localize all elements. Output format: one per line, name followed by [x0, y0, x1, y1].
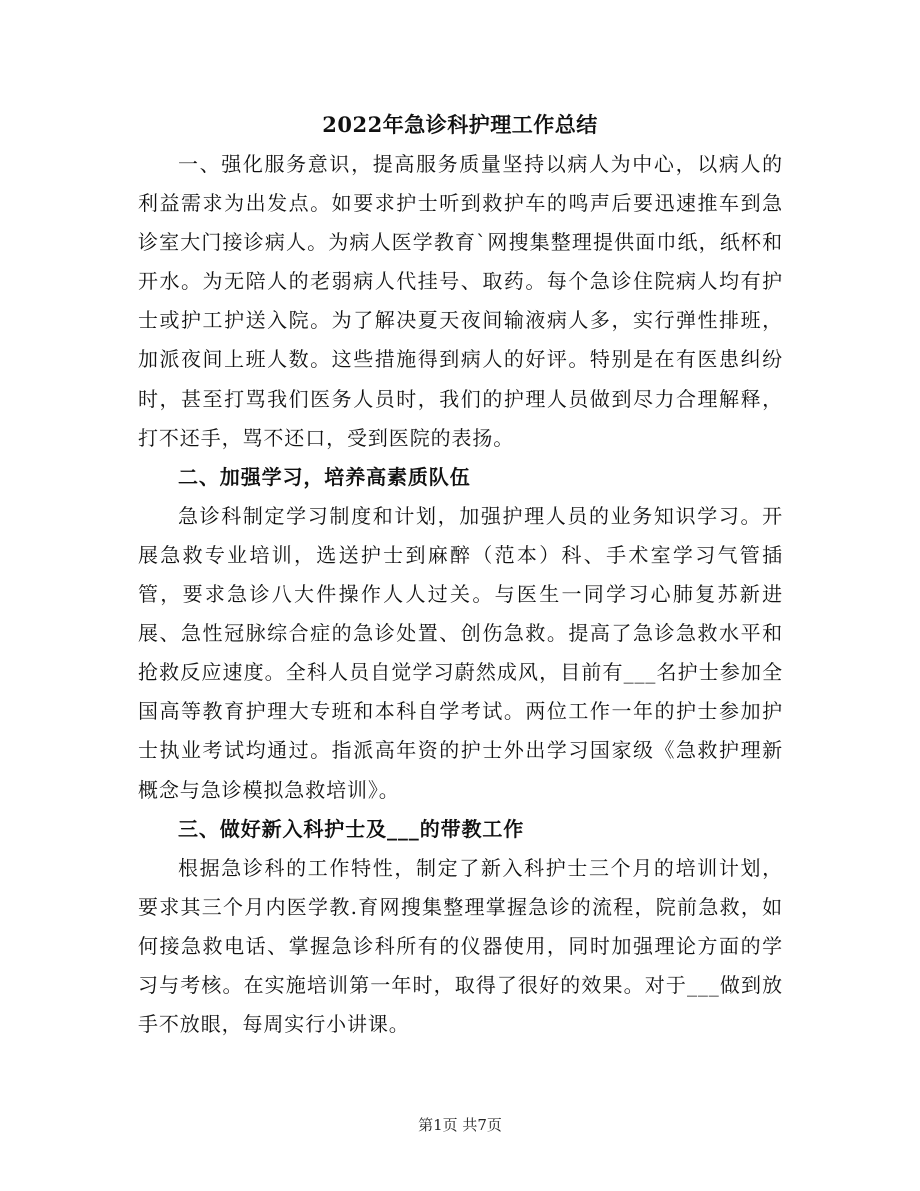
document-title: 2022年急诊科护理工作总结 — [322, 112, 598, 137]
document-body — [138, 145, 783, 1044]
page-number-footer: 第1页 共7页 — [418, 1116, 502, 1134]
section-1-paragraph: 一、强化服务意识，提高服务质量坚持以病人为中心，以病人的利益需求为出发点。如要求护士听到救护车的鸣声后要迅速推车到急诊室大门接诊病人。为病人医学教育`网搜集整理提供面巾纸，纸杯和开水。为无陪人的老弱病人代挂号、取药。每个急诊住院病人均有护士或护工护送入院。为了解决夏天夜间输液病人多，实行弹性排班，加派夜间上班人数。这些措施得到病人的好评。特别是在有医患纠纷时，甚至打骂我们医务人员时，我们的护理人员做到尽力合理解释，打不还手，骂不还口，受到医院的表扬。 — [138, 152, 783, 450]
section-3-heading: 三、做好新入科护士及___的带教工作 — [178, 816, 525, 841]
section-3-paragraph: 根据急诊科的工作特性，制定了新入科护士三个月的培训计划，要求其三个月内医学教.育网搜集整理掌握急诊的流程，院前急救，如何接急救电话、掌握急诊科所有的仪器使用，同时加强理论方面的学习与考核。在实施培训第一年时，取得了很好的效果。对于___做到放手不放眼，每周实行小讲课。 — [138, 855, 783, 1037]
section-2-paragraph: 急诊科制定学习制度和计划，加强护理人员的业务知识学习。开展急救专业培训，选送护士到麻醉（范本）科、手术室学习气管插管，要求急诊八大件操作人人过关。与医生一同学习心肺复苏新进展、急性冠脉综合症的急诊处置、创伤急救。提高了急诊急救水平和抢救反应速度。全科人员自觉学习蔚然成风，目前有___名护士参加全国高等教育护理大专班和本科自学考试。两位工作一年的护士参加护士执业考试均通过。指派高年资的护士外出学习国家级《急救护理新概念与急诊模拟急救培训》。 — [138, 503, 783, 802]
section-2-heading: 二、加强学习，培养高素质队伍 — [178, 464, 471, 489]
